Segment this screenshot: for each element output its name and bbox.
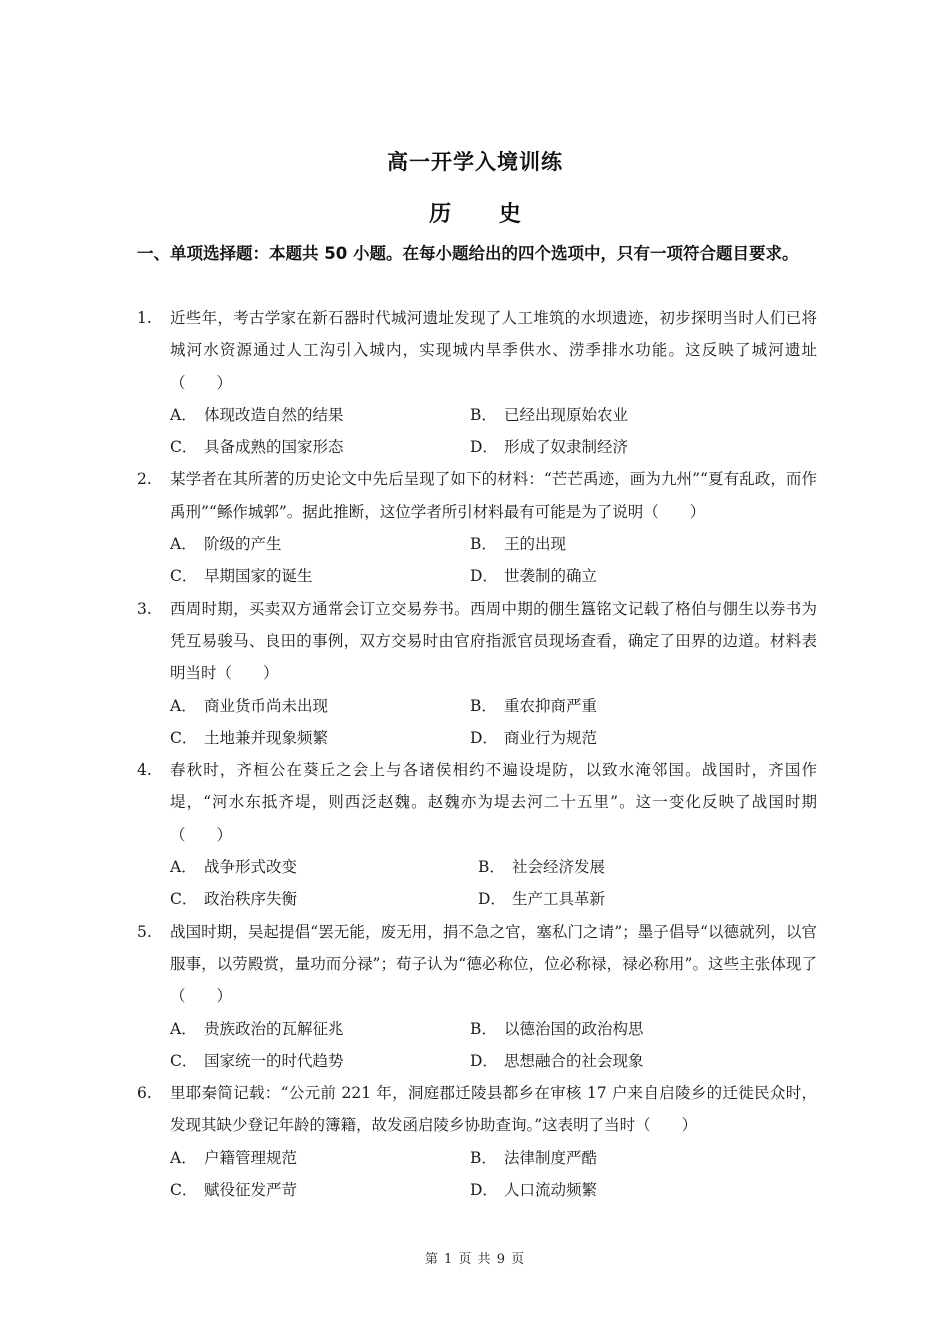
option-d bbox=[470, 560, 770, 592]
question-list bbox=[137, 302, 817, 1206]
option-text: 政治秩序失衡 bbox=[204, 890, 298, 909]
option-letter: A． bbox=[170, 1019, 197, 1038]
question-1 bbox=[137, 302, 817, 463]
option-letter: C． bbox=[170, 890, 198, 909]
question-number: 3. bbox=[137, 599, 152, 618]
option-letter: C． bbox=[170, 1181, 198, 1200]
option-letter: A． bbox=[170, 1148, 197, 1167]
option-letter: A． bbox=[170, 405, 197, 424]
option-letter: D． bbox=[470, 1181, 498, 1200]
option-letter: C． bbox=[170, 567, 198, 586]
question-stem: 战国时期，吴起提倡“罢无能，废无用，捐不急之官，塞私门之请”；墨子倡导“以德就列，以官服事，以劳殿赏，量功而分禄”；荀子认为“德必称位，位必称禄，禄必称用”。这些主张体现了（ ） bbox=[170, 922, 817, 1006]
option-text: 商业行为规范 bbox=[504, 728, 598, 747]
option-text: 重农抑商严重 bbox=[504, 696, 598, 715]
document-title: 高一开学入境训练 bbox=[387, 150, 563, 174]
question-stem: 近些年，考古学家在新石器时代城河遗址发现了人工堆筑的水坝遗迹，初步探明当时人们已将城河水资源通过人工沟引入城内，实现城内旱季供水、涝季排水功能。这反映了城河遗址（ ） bbox=[170, 309, 817, 392]
option-c bbox=[170, 1174, 470, 1206]
option-letter: D． bbox=[478, 890, 506, 909]
option-letter: B． bbox=[470, 1148, 497, 1167]
option-b bbox=[478, 851, 778, 883]
option-letter: A． bbox=[170, 535, 197, 554]
option-c bbox=[170, 722, 470, 754]
option-letter: C． bbox=[170, 728, 198, 747]
page-footer: 第 1 页 共 9 页 bbox=[424, 1252, 526, 1267]
option-text: 早期国家的诞生 bbox=[204, 567, 313, 586]
options bbox=[137, 690, 817, 755]
option-letter: A． bbox=[170, 696, 197, 715]
option-d bbox=[470, 1174, 770, 1206]
question-number: 4. bbox=[137, 761, 152, 780]
subject-title: 历 史 bbox=[429, 202, 541, 227]
option-a bbox=[170, 1142, 470, 1174]
options bbox=[137, 851, 817, 916]
option-text: 阶级的产生 bbox=[204, 535, 282, 554]
question-stem: 西周时期，买卖双方通常会订立交易券书。西周中期的倗生簋铭文记载了格伯与倗生以券书为凭互易骏马、良田的事例，双方交易时由官府指派官员现场查看，确定了田界的边道。材料表明当时（ ） bbox=[170, 599, 817, 683]
option-d bbox=[470, 431, 770, 463]
option-text: 法律制度严酷 bbox=[504, 1148, 598, 1167]
option-a bbox=[170, 399, 470, 431]
question-number: 5. bbox=[137, 922, 152, 941]
option-c bbox=[170, 1045, 470, 1077]
option-text: 贵族政治的瓦解征兆 bbox=[204, 1019, 344, 1038]
options bbox=[137, 528, 817, 593]
question-4 bbox=[137, 754, 817, 915]
option-letter: D． bbox=[470, 567, 498, 586]
option-text: 户籍管理规范 bbox=[204, 1148, 298, 1167]
option-letter: D． bbox=[470, 1051, 498, 1070]
option-text: 体现改造自然的结果 bbox=[204, 405, 344, 424]
option-d bbox=[470, 722, 770, 754]
question-stem: 里耶秦简记载：“公元前 221 年，洞庭郡迁陵县都乡在审核 17 户来自启陵乡的迁徙民众时，发现其缺少登记年龄的簿籍，故发函启陵乡协助查询。”这表明了当时（ ） bbox=[170, 1084, 817, 1135]
option-text: 国家统一的时代趋势 bbox=[204, 1051, 344, 1070]
option-text: 思想融合的社会现象 bbox=[504, 1051, 644, 1070]
option-d bbox=[478, 883, 778, 915]
options bbox=[137, 1142, 817, 1207]
option-text: 人口流动频繁 bbox=[504, 1181, 598, 1200]
question-stem: 春秋时，齐桓公在葵丘之会上与各诸侯相约不遍设堤防，以致水淹邻国。战国时，齐国作堤，“河水东抵齐堤，则西泛赵魏。赵魏亦为堤去河二十五里”。这一变化反映了战国时期（ ） bbox=[170, 761, 817, 844]
option-b bbox=[470, 1142, 770, 1174]
option-text: 具备成熟的国家形态 bbox=[204, 438, 344, 457]
option-text: 世袭制的确立 bbox=[504, 567, 598, 586]
question-stem: 某学者在其所著的历史论文中先后呈现了如下的材料：“芒芒禹迹，画为九州”“夏有乱政，而作禹刑”“鲧作城郭”。据此推断，这位学者所引材料最有可能是为了说明（ ） bbox=[170, 470, 817, 521]
option-text: 商业货币尚未出现 bbox=[204, 696, 329, 715]
option-a bbox=[170, 851, 478, 883]
option-letter: B． bbox=[470, 405, 497, 424]
option-letter: B． bbox=[470, 535, 497, 554]
section-heading bbox=[137, 238, 817, 270]
option-letter: D． bbox=[470, 728, 498, 747]
option-letter: C． bbox=[170, 438, 198, 457]
question-2 bbox=[137, 463, 817, 592]
option-letter: B． bbox=[478, 858, 505, 877]
option-letter: B． bbox=[470, 1019, 497, 1038]
question-number: 6. bbox=[137, 1084, 152, 1103]
option-letter: D． bbox=[470, 438, 498, 457]
options bbox=[137, 1013, 817, 1078]
option-a bbox=[170, 528, 470, 560]
question-5 bbox=[137, 916, 817, 1077]
option-b bbox=[470, 690, 770, 722]
options bbox=[137, 399, 817, 464]
option-text: 以德治国的政治构思 bbox=[504, 1019, 644, 1038]
option-text: 生产工具革新 bbox=[512, 890, 606, 909]
question-6 bbox=[137, 1077, 817, 1206]
option-text: 王的出现 bbox=[504, 535, 567, 554]
question-number: 2. bbox=[137, 470, 152, 489]
option-d bbox=[470, 1045, 770, 1077]
option-a bbox=[170, 1013, 470, 1045]
option-text: 土地兼并现象频繁 bbox=[204, 728, 329, 747]
option-b bbox=[470, 528, 770, 560]
option-text: 战争形式改变 bbox=[204, 858, 298, 877]
question-3 bbox=[137, 593, 817, 754]
option-text: 形成了奴隶制经济 bbox=[504, 438, 629, 457]
option-c bbox=[170, 883, 478, 915]
option-text: 赋役征发严苛 bbox=[204, 1181, 298, 1200]
option-letter: C． bbox=[170, 1051, 198, 1070]
section-instructions: 单项选择题：本题共 50 小题。在每小题给出的四个选项中，只有一项符合题目要求。 bbox=[170, 244, 799, 263]
option-c bbox=[170, 560, 470, 592]
option-b bbox=[470, 1013, 770, 1045]
option-b bbox=[470, 399, 770, 431]
option-a bbox=[170, 690, 470, 722]
option-letter: A． bbox=[170, 858, 197, 877]
option-text: 社会经济发展 bbox=[512, 858, 606, 877]
question-number: 1. bbox=[137, 309, 152, 327]
option-c bbox=[170, 431, 470, 463]
option-text: 已经出现原始农业 bbox=[504, 405, 629, 424]
option-letter: B． bbox=[470, 696, 497, 715]
section-number: 一、 bbox=[137, 244, 170, 263]
